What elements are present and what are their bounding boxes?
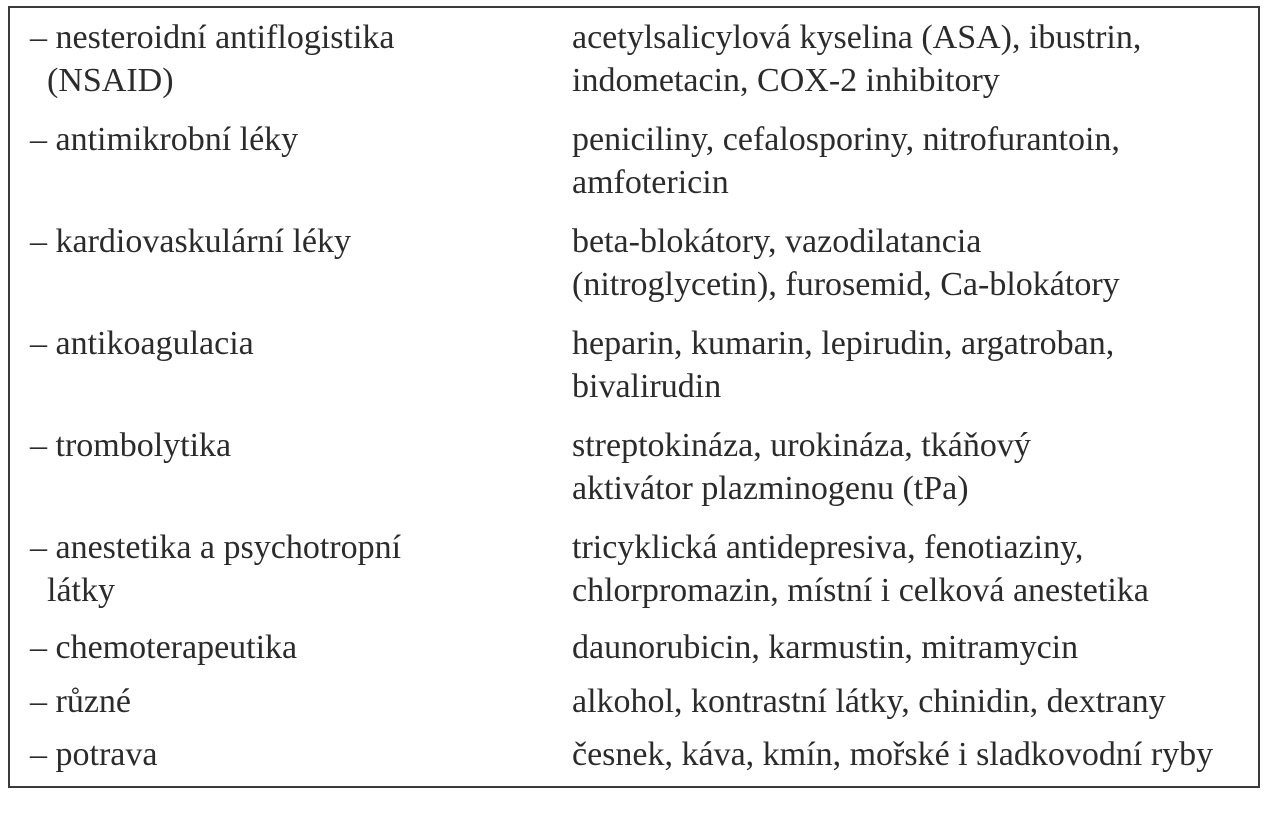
category-line: – různé: [30, 683, 132, 720]
drug-category: [30, 733, 550, 776]
category-line: – anestetika a psychotropní: [30, 529, 402, 566]
category-line: látky: [47, 572, 115, 609]
category-line: (NSAID): [47, 62, 174, 99]
examples-line: alkohol, kontrastní látky, chinidin, dextrany: [572, 683, 1166, 720]
drug-category: [30, 526, 550, 612]
drug-examples: [572, 118, 1262, 204]
table-row: [10, 733, 1258, 813]
drug-category: [30, 424, 550, 467]
table-row: [10, 16, 1258, 99]
table-row: [10, 526, 1258, 609]
category-line: – kardiovaskulární léky: [30, 223, 352, 260]
table-row: [10, 322, 1258, 405]
examples-line: amfotericin: [572, 164, 729, 201]
category-line: – chemoterapeutika: [30, 629, 298, 666]
table-row: [10, 118, 1258, 201]
drug-examples: [572, 526, 1262, 612]
examples-line: indometacin, COX-2 inhibitory: [572, 62, 1000, 99]
examples-line: peniciliny, cefalosporiny, nitrofurantoin,: [572, 121, 1120, 158]
drug-category: [30, 680, 550, 723]
drug-category: [30, 118, 550, 161]
examples-line: daunorubicin, karmustin, mitramycin: [572, 629, 1079, 666]
drug-category: [30, 322, 550, 365]
drug-examples: [572, 733, 1262, 776]
table-row: [10, 424, 1258, 507]
category-line: – trombolytika: [30, 427, 232, 464]
examples-line: acetylsalicylová kyselina (ASA), ibustrin,: [572, 19, 1142, 56]
examples-line: heparin, kumarin, lepirudin, argatroban,: [572, 325, 1115, 362]
drug-examples: [572, 220, 1262, 306]
examples-line: streptokináza, urokináza, tkáňový: [572, 427, 1031, 464]
examples-line: česnek, káva, kmín, mořské i sladkovodní ryby: [572, 736, 1214, 773]
drug-examples: [572, 16, 1262, 102]
examples-line: beta-blokátory, vazodilatancia: [572, 223, 982, 260]
table-row: [10, 220, 1258, 303]
drug-category: [30, 626, 550, 669]
category-line: – antimikrobní léky: [30, 121, 299, 158]
drug-examples: [572, 626, 1262, 669]
examples-line: aktivátor plazminogenu (tPa): [572, 470, 969, 507]
drug-examples: [572, 424, 1262, 510]
drug-examples: [572, 322, 1262, 408]
examples-line: (nitroglycetin), furosemid, Ca-blokátory: [572, 266, 1120, 303]
category-line: – antikoagulacia: [30, 325, 254, 362]
category-line: – potrava: [30, 736, 158, 773]
examples-line: chlorpromazin, místní i celková anestetika: [572, 572, 1149, 609]
category-line: – nesteroidní antiflogistika: [30, 19, 395, 56]
drug-table: [8, 6, 1260, 788]
examples-line: tricyklická antidepresiva, fenotiaziny,: [572, 529, 1084, 566]
drug-examples: [572, 680, 1262, 723]
drug-category: [30, 16, 550, 102]
examples-line: bivalirudin: [572, 368, 722, 405]
drug-category: [30, 220, 550, 263]
